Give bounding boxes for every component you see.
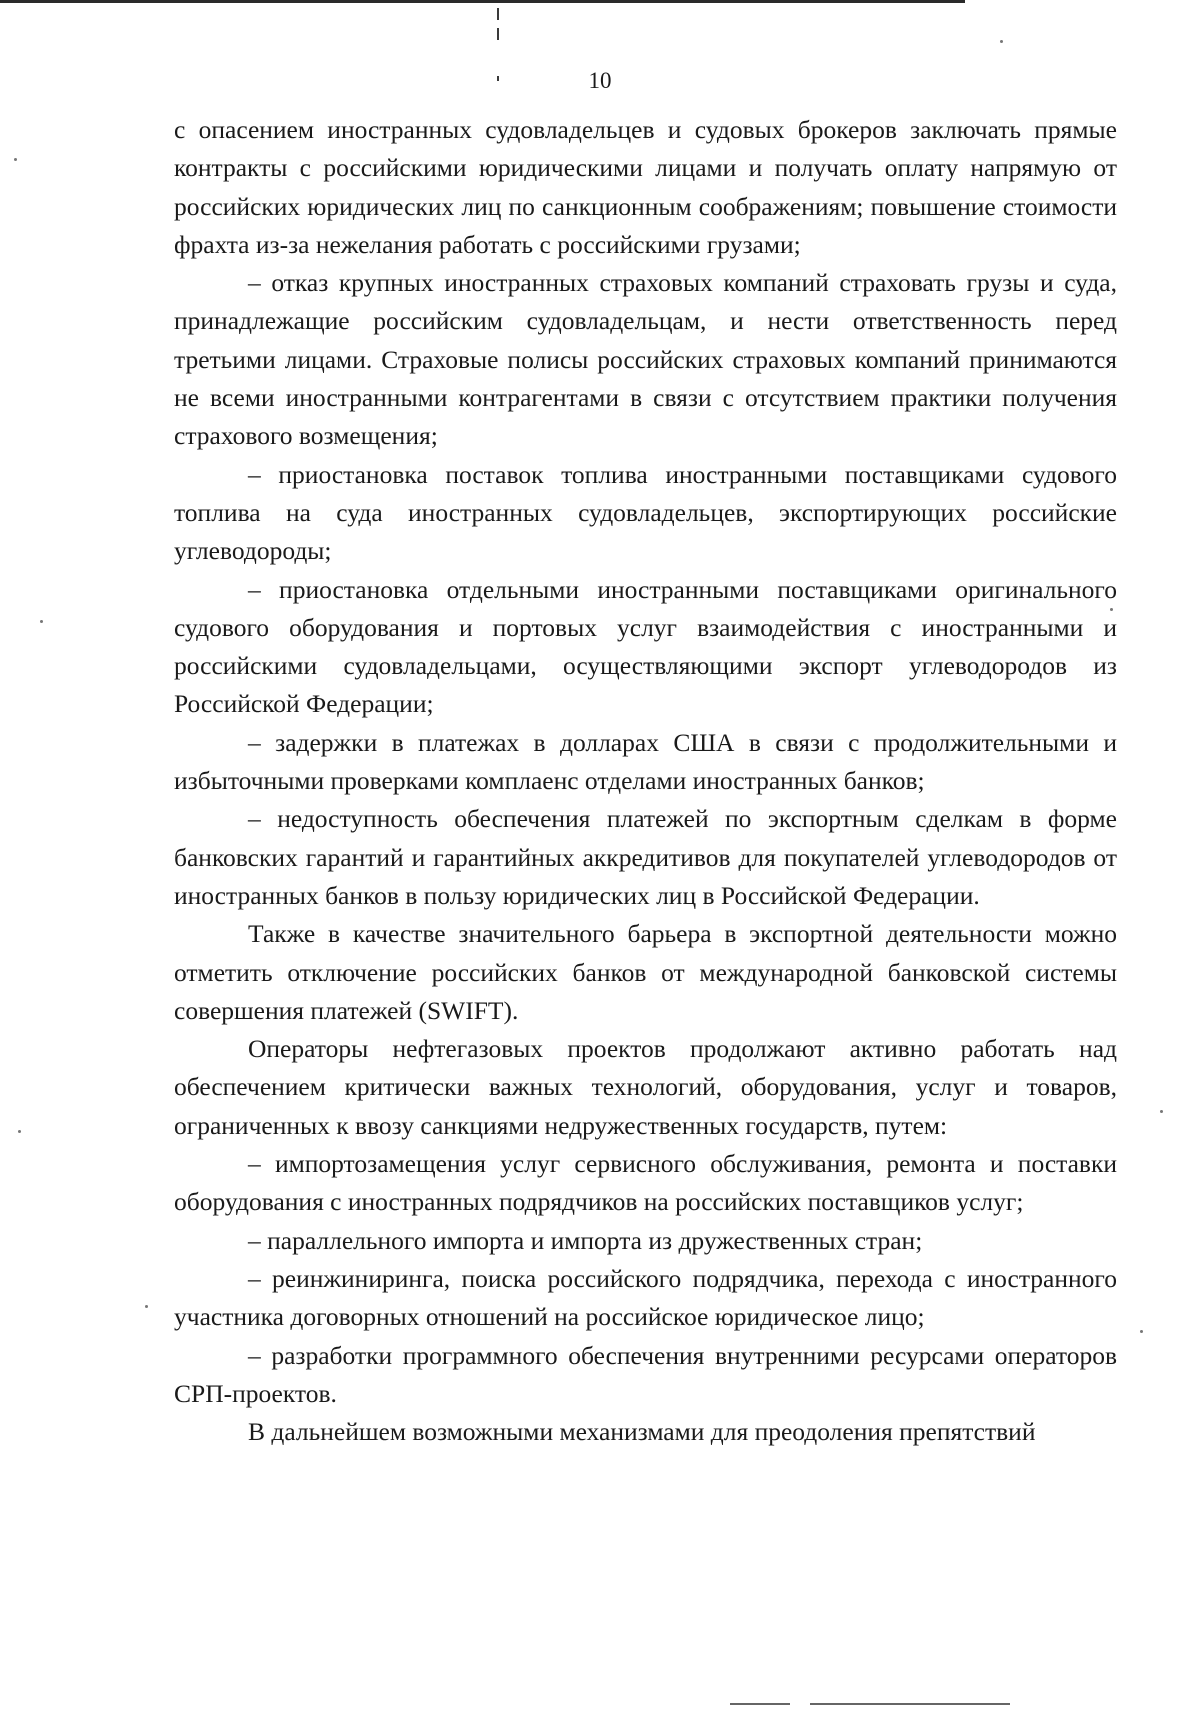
scan-edge-line	[730, 1703, 790, 1705]
list-item: – отказ крупных иностранных страховых компаний страховать грузы и суда, принадлежащие российским судовладельцам, и нести ответственность перед третьими лицами. Страховые полисы российских страховых компаний принимаются не всеми иностранными контрагентами в связи с отсутствием практики получения страхового возмещения;	[174, 268, 1117, 451]
scan-speck	[1140, 1330, 1143, 1333]
paragraph: В дальнейшем возможными механизмами для преодоления препятствий	[248, 1417, 1036, 1447]
list-item: – разработки программного обеспечения внутренними ресурсами операторов СРП-проектов.	[174, 1340, 1117, 1408]
list-item: – параллельного импорта и импорта из дружественных стран;	[248, 1225, 923, 1255]
scan-speck	[1160, 1110, 1163, 1113]
paragraph: Также в качестве значительного барьера в экспортной деятельности можно отметить отключение российских банков от международной банковской системы совершения платежей (SWIFT).	[174, 919, 1117, 1025]
document-body	[174, 111, 1117, 1451]
scan-speck	[1110, 608, 1113, 611]
scan-mark	[497, 28, 499, 40]
scan-speck	[1000, 40, 1003, 43]
scan-speck	[18, 1130, 21, 1133]
list-item: – задержки в платежах в долларах США в связи с продолжительными и избыточными проверками комплаенс отделами иностранных банков;	[174, 727, 1117, 796]
scan-mark	[497, 8, 499, 20]
list-item: – реинжиниринга, поиска российского подрядчика, перехода с иностранного участника договорных отношений на российское юридическое лицо;	[174, 1263, 1117, 1332]
list-item: – импортозамещения услуг сервисного обслуживания, ремонта и поставки оборудования с иностранных подрядчиков на российских поставщиков услуг;	[174, 1149, 1117, 1217]
paragraph: с опасением иностранных судовладельцев и судовых брокеров заключать прямые контракты с российскими юридическими лицами и получать оплату напрямую от российских юридических лиц по санкционным соображениям; повышение стоимости фрахта из-за нежелания работать с российскими грузами;	[174, 115, 1117, 259]
scan-speck	[145, 1305, 148, 1308]
scan-edge-line	[810, 1703, 1010, 1705]
list-item: – приостановка отдельными иностранными поставщиками оригинального судового оборудования и портовых услуг взаимодействия с иностранными и российскими судовладельцами, осуществляющими экспорт углеводородов из Российской Федерации;	[174, 574, 1117, 719]
paragraph: Операторы нефтегазовых проектов продолжают активно работать над обеспечением критически важных технологий, оборудования, услуг и товаров, ограниченных к ввозу санкциями недружественных государств, путем:	[174, 1034, 1117, 1140]
list-item: – приостановка поставок топлива иностранными поставщиками судового топлива на суда иностранных судовладельцев, экспортирующих российские углеводороды;	[174, 459, 1117, 566]
scan-edge-line	[0, 0, 965, 3]
list-item: – недоступность обеспечения платежей по экспортным сделкам в форме банковских гарантий и гарантийных аккредитивов для покупателей углеводородов от иностранных банков в пользу юридических лиц в Российской Федерации.	[174, 804, 1117, 910]
scan-speck	[14, 158, 17, 161]
scan-speck	[40, 620, 43, 623]
page-number: 10	[588, 68, 612, 93]
